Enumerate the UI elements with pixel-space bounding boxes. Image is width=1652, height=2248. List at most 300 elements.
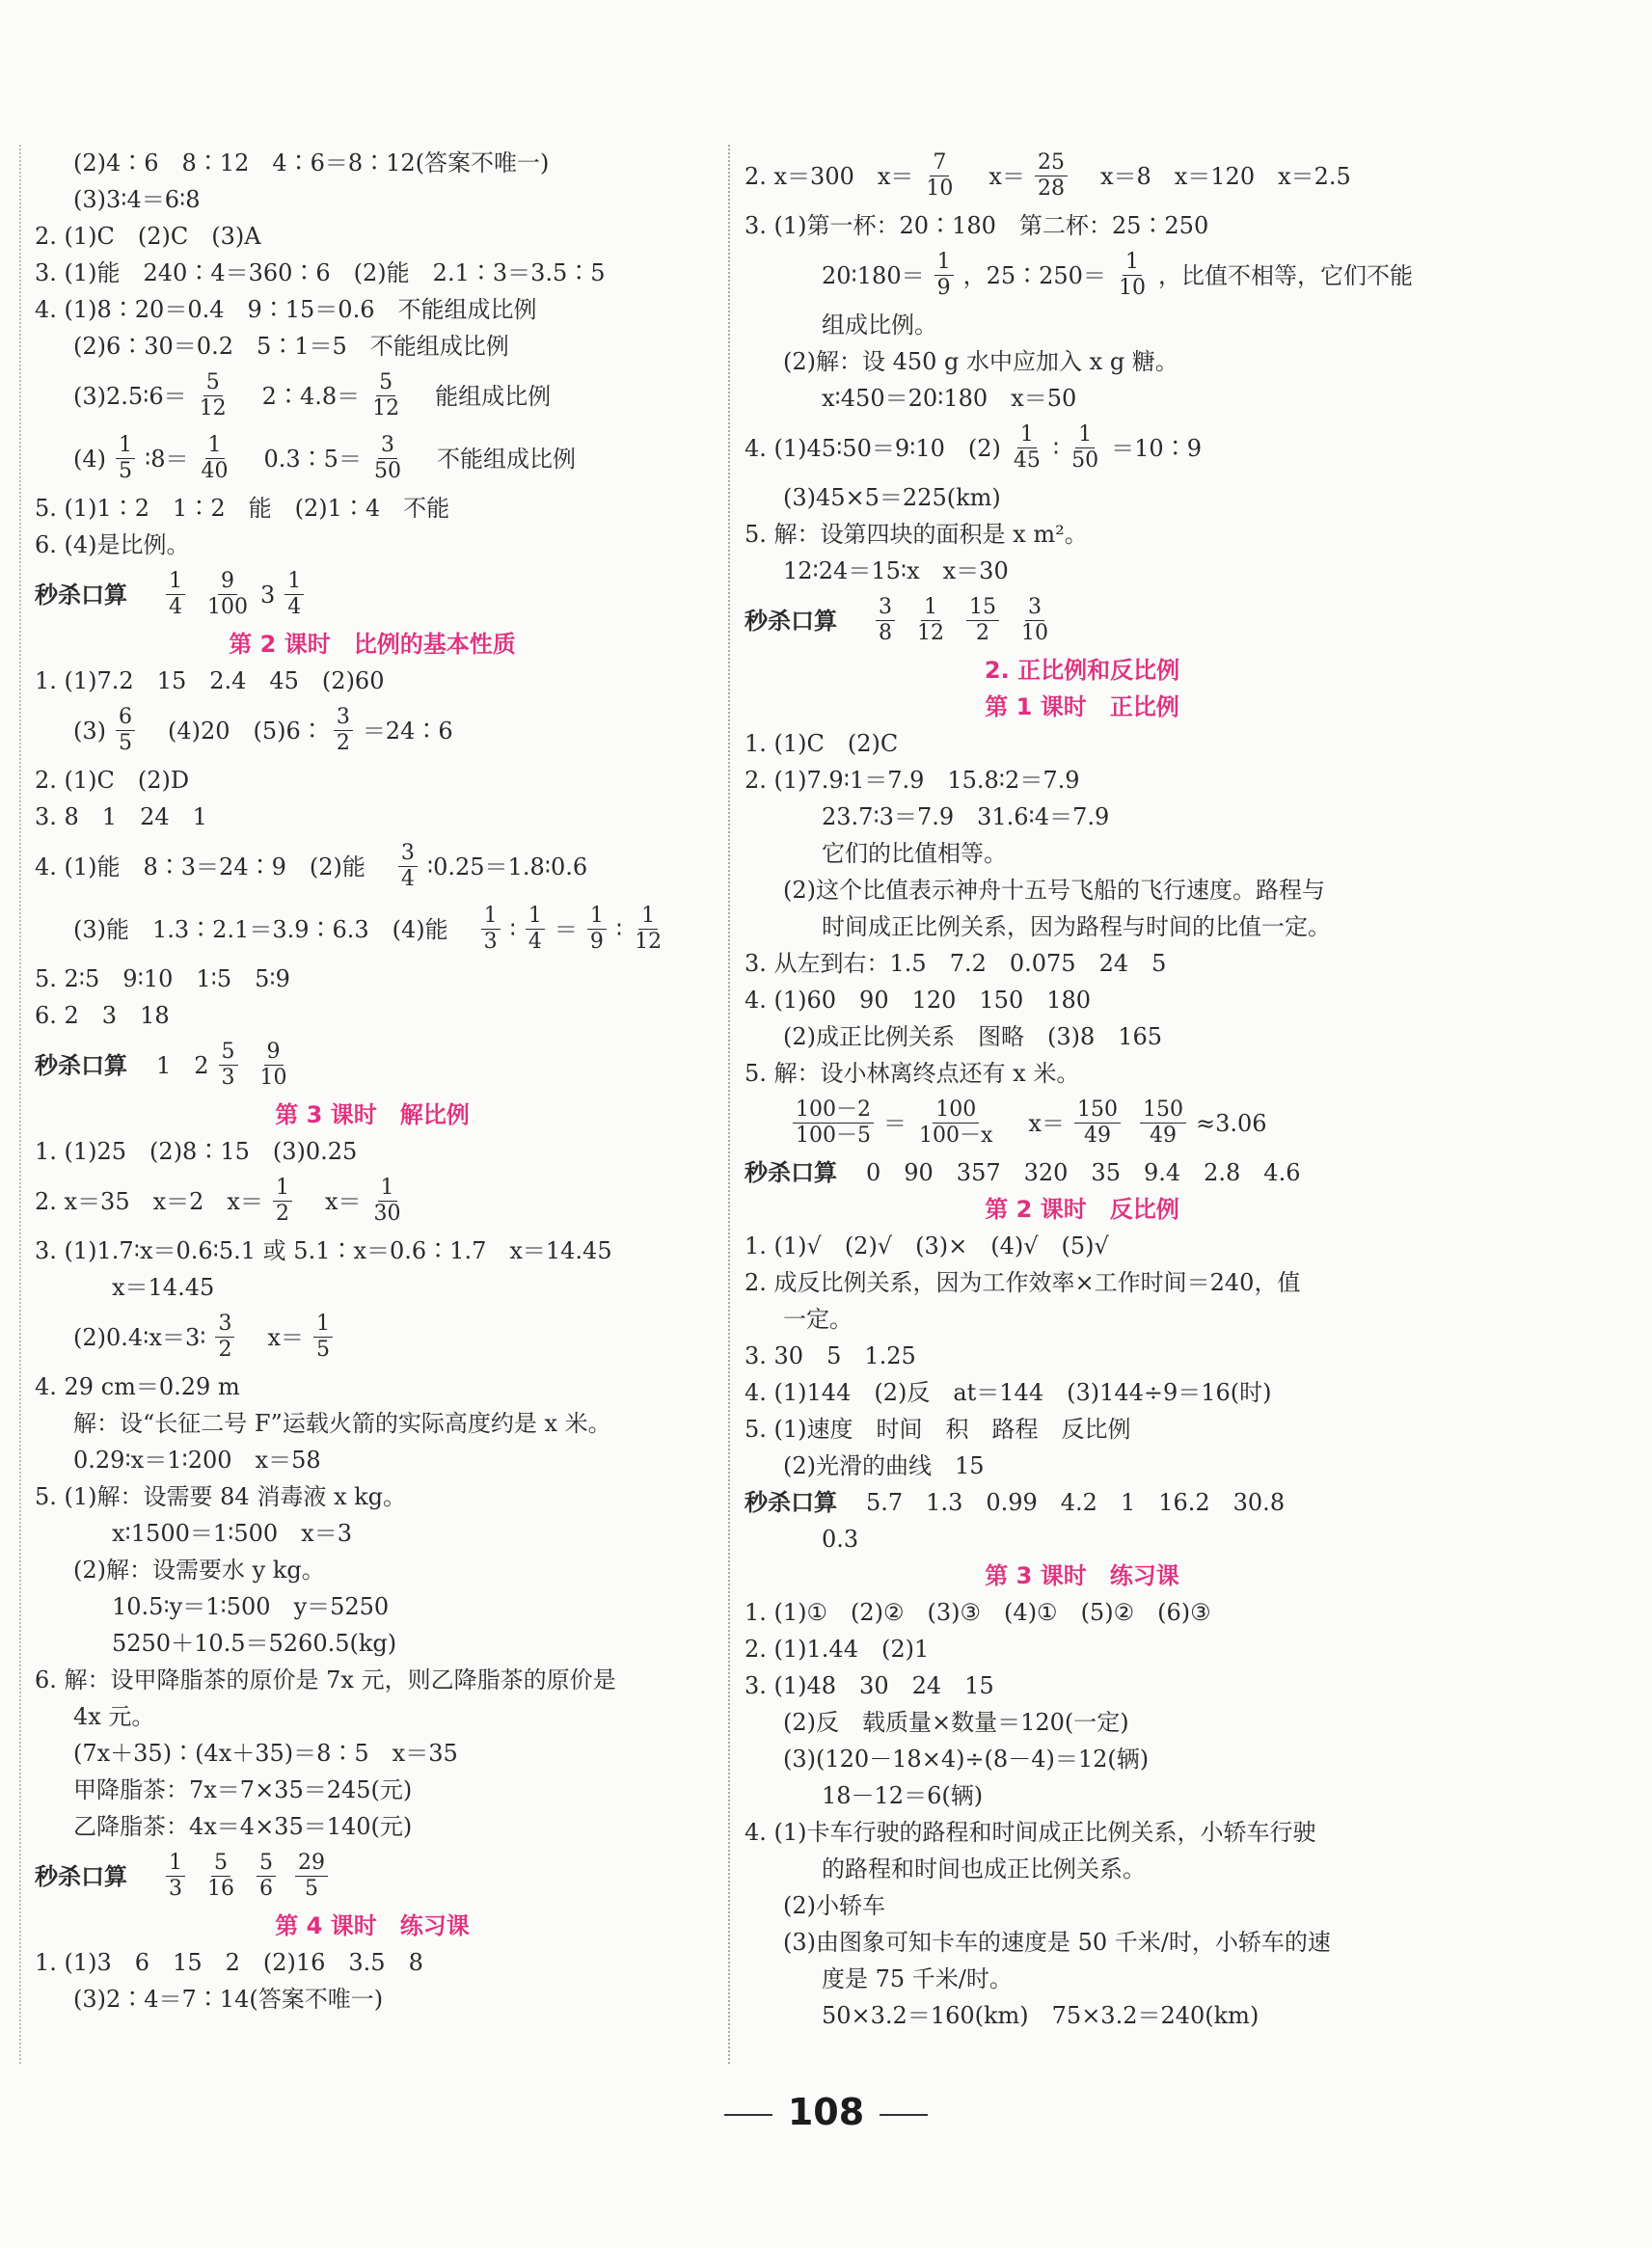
answer-text: 乙降脂茶：4x＝4×35＝140(元) [73, 1813, 413, 1840]
answer-text: ＝ [554, 915, 578, 943]
fraction-denominator: 10 [1021, 621, 1048, 645]
fraction-numerator: 1 [1123, 250, 1142, 276]
answer-line [35, 961, 710, 997]
page-number: 108 [787, 2091, 865, 2133]
fraction-numerator: 150 [1140, 1097, 1186, 1124]
fraction [526, 904, 545, 955]
fraction [371, 1176, 404, 1227]
answer-line [745, 1704, 1420, 1741]
answer-line [745, 1448, 1420, 1484]
fraction [215, 1312, 234, 1363]
answer-text: (2)光滑的曲线 15 [783, 1452, 985, 1479]
answer-text: 3. (1)48 30 24 15 [745, 1672, 994, 1699]
fraction-denominator: 10 [926, 176, 954, 201]
answer-text: 6. 解：设甲降脂茶的原价是 7x 元，则乙降脂茶的原价是 [35, 1666, 616, 1693]
quick-calc-label: 秒杀口算 [35, 1862, 127, 1890]
answer-line [745, 835, 1420, 872]
answer-line [745, 1521, 1420, 1557]
answer-text: (4)20 (5)6∶ [145, 717, 324, 745]
answer-text: 一定。 [783, 1306, 853, 1333]
answer-text: 1 2 [156, 1051, 209, 1079]
answer-text: 甲降脂茶：7x＝7×35＝245(元) [73, 1776, 413, 1803]
answer-line [745, 982, 1420, 1018]
answer-line [35, 1845, 710, 1908]
fraction-denominator: 5 [316, 1338, 331, 1362]
answer-text: (3)由图象可知卡车的速度是 50 千米/时，小轿车的速 [783, 1929, 1331, 1956]
answer-line [745, 207, 1420, 244]
fraction [587, 904, 607, 955]
answer-line [35, 1306, 710, 1368]
answer-text: (3)45×5＝225(km) [783, 484, 1001, 511]
answer-text: 1. (1)7.2 15 2.4 45 (2)60 [35, 667, 385, 694]
answer-line [745, 872, 1420, 908]
fraction [481, 904, 501, 955]
fraction [371, 433, 404, 484]
answer-line [35, 527, 710, 563]
fraction-numerator: 1 [1017, 422, 1037, 448]
answer-text: (2)6∶30＝0.2 5∶1＝5 不能组成比例 [73, 333, 509, 360]
answer-text: 3. (1)第一杯：20∶180 第二杯：25∶250 [745, 212, 1209, 239]
answer-line [745, 945, 1420, 982]
fraction-numerator: 5 [203, 370, 223, 396]
footer-dash-right [880, 2114, 928, 2116]
answer-line [745, 1018, 1420, 1055]
fraction-denominator: 49 [1083, 1124, 1111, 1148]
answer-text: 3. (1)能 240∶4＝360∶6 (2)能 2.1∶3＝3.5∶5 [35, 259, 606, 286]
fraction-denominator: 9 [936, 276, 951, 300]
answer-line [745, 1301, 1420, 1338]
fraction-numerator: 1 [481, 904, 501, 930]
fraction-denominator: 50 [1071, 448, 1099, 473]
answer-text: 1. (1)① (2)② (3)③ (4)① (5)② (6)③ [745, 1599, 1211, 1626]
answer-line [745, 762, 1420, 799]
answer-line [35, 255, 710, 291]
answer-text: ∶0.25＝1.8∶0.6 [426, 853, 588, 880]
answer-line [745, 1631, 1420, 1667]
answer-text: (3)2.5∶6＝ [73, 382, 187, 410]
fraction-denominator: 4 [400, 867, 415, 891]
answer-text: 1. (1)C (2)C [745, 730, 899, 757]
fraction-denominator: 45 [1013, 448, 1041, 473]
fraction [1140, 1097, 1186, 1149]
answer-text: (2)这个比值表示神舟十五号飞船的飞行速度。路程与 [783, 877, 1325, 904]
fraction [1069, 422, 1101, 474]
fraction-numerator: 3 [215, 1312, 234, 1338]
fraction-denominator: 3 [483, 930, 498, 954]
fraction-denominator: 10 [259, 1066, 287, 1090]
answer-text: 4. (1)144 (2)反 at＝144 (3)144÷9＝16(时) [745, 1379, 1272, 1406]
fraction [1116, 250, 1149, 301]
answer-text: 2∶4.8＝ [238, 382, 361, 410]
fraction-numerator: 1 [1075, 422, 1095, 448]
answer-line [745, 1055, 1420, 1092]
answer-text: ＝10∶9 [1111, 434, 1202, 462]
answer-text: 时间成正比例关系，因为路程与时间的比值一定。 [822, 913, 1331, 940]
answer-line [745, 1374, 1420, 1411]
answer-text: ∶ [509, 915, 516, 943]
fraction-denominator: 9 [589, 930, 604, 954]
answer-line [745, 1887, 1420, 1924]
answer-text: 4. (1)45∶50＝9∶10 (2) [745, 434, 1001, 462]
answer-text: ＝24∶6 [362, 717, 453, 745]
left-column [35, 145, 710, 2018]
fraction [1011, 422, 1043, 474]
fraction-numerator: 3 [398, 841, 418, 867]
answer-text: 5. (1)解：设需要 84 消毒液 x kg。 [35, 1483, 407, 1510]
fraction-denominator: 28 [1037, 176, 1065, 201]
answer-text: (3)能 1.3∶2.1＝3.9∶6.3 (4)能 [73, 915, 472, 943]
answer-text: 2. x＝300 x＝ [745, 162, 914, 190]
answer-line [35, 1232, 710, 1269]
answer-line [35, 699, 710, 762]
fraction-denominator: 2 [976, 621, 989, 645]
fraction-denominator: 49 [1149, 1124, 1177, 1148]
quick-calc-label: 秒杀口算 [745, 1489, 837, 1516]
answer-text: (2)反 载质量×数量＝120(一定) [783, 1709, 1129, 1736]
fraction-denominator: 6 [259, 1877, 273, 1901]
answer-text: 能组成比例 [412, 382, 552, 410]
answer-line [745, 1264, 1420, 1301]
answer-line [35, 1368, 710, 1405]
answer-line [35, 1515, 710, 1552]
fraction-numerator: 6 [116, 705, 135, 731]
column-divider [728, 145, 730, 2064]
fraction-numerator: 1 [116, 433, 135, 459]
fraction [1074, 1097, 1121, 1149]
answer-line [745, 1741, 1420, 1777]
answer-line [35, 1662, 710, 1698]
fraction [166, 1851, 185, 1902]
answer-text: 3. 8 1 24 1 [35, 803, 207, 830]
quick-calc-label: 秒杀口算 [745, 607, 837, 635]
answer-line [35, 1808, 710, 1845]
answer-text: (4) [73, 445, 106, 473]
answer-text: ＝ [883, 1109, 907, 1137]
footer-dash-left [724, 2114, 772, 2116]
answer-text: 5. 解：设小林离终点还有 x 米。 [745, 1060, 1080, 1087]
answer-line [35, 291, 710, 328]
fraction-denominator: 100 [207, 595, 248, 619]
answer-line [745, 1924, 1420, 1961]
answer-text: ∶8＝ [145, 445, 189, 473]
answer-text: 2. (1)1.44 (2)1 [745, 1636, 930, 1663]
answer-line [745, 244, 1420, 307]
section-heading: 第 2 课时 反比例 [985, 1196, 1179, 1223]
answer-text: 0.3 [822, 1526, 859, 1553]
answer-line [745, 1338, 1420, 1374]
page-footer [0, 2091, 1652, 2133]
fraction [204, 569, 251, 620]
answer-line [745, 1777, 1420, 1814]
answer-text: (2)小轿车 [783, 1892, 885, 1919]
fraction [916, 1097, 995, 1149]
answer-line [745, 799, 1420, 835]
answer-line [35, 1133, 710, 1170]
answer-text: 不能组成比例 [413, 445, 576, 473]
fraction [197, 370, 230, 421]
answer-text: 4x 元。 [73, 1703, 155, 1730]
answer-text: 2. x＝35 x＝2 x＝ [35, 1187, 263, 1215]
section-heading: 第 4 课时 练习课 [275, 1912, 470, 1939]
answer-text: 5. 2∶5 9∶10 1∶5 5∶9 [35, 965, 290, 992]
answer-line [35, 1625, 710, 1662]
answer-line [745, 145, 1420, 207]
answer-line [35, 1735, 710, 1772]
answer-line [35, 145, 710, 181]
answer-text: 0 90 357 320 35 9.4 2.8 4.6 [866, 1159, 1301, 1186]
right-column [745, 145, 1420, 2034]
fraction [1018, 595, 1051, 646]
fraction-numerator: 1 [587, 904, 607, 930]
answer-text: 5250＋10.5＝5260.5(kg) [112, 1630, 397, 1657]
fraction [199, 433, 231, 484]
answer-text: 20∶180＝ [822, 261, 925, 289]
fraction-numerator: 5 [376, 370, 395, 396]
fraction [166, 569, 185, 620]
answer-line [745, 1997, 1420, 2034]
fraction-numerator: 5 [257, 1851, 276, 1877]
fraction [116, 433, 135, 484]
answer-text: 2. 成反比例关系，因为工作效率×工作时间＝240，值 [745, 1269, 1301, 1296]
answer-line [745, 1594, 1420, 1631]
answer-line [35, 563, 710, 626]
fraction-numerator: 3 [378, 433, 397, 459]
answer-text: (3) [73, 717, 106, 745]
fraction-denominator: 4 [528, 930, 542, 954]
answer-line [745, 307, 1420, 343]
answer-text: x＝ [301, 1187, 362, 1215]
answer-text: 50×3.2＝160(km) 75×3.2＝240(km) [822, 2002, 1259, 2029]
answer-line [35, 1442, 710, 1478]
answer-text: 5. 解：设第四块的面积是 x m²。 [745, 521, 1088, 548]
answer-line [35, 1698, 710, 1735]
answer-line [745, 1961, 1420, 1997]
answer-text: 12∶24＝15∶x x＝30 [783, 557, 1009, 584]
answer-text: ，25∶250＝ [962, 261, 1106, 289]
fraction-denominator: 4 [287, 595, 302, 619]
answer-line [745, 417, 1420, 479]
answer-text: 组成比例。 [822, 311, 937, 339]
fraction-numerator: 5 [211, 1851, 230, 1877]
answer-line [745, 1851, 1420, 1887]
answer-line [35, 1478, 710, 1515]
answer-line [35, 1269, 710, 1306]
answer-text: 4. 29 cm＝0.29 m [35, 1373, 240, 1400]
answer-text: 它们的比值相等。 [822, 840, 1007, 867]
answer-line [35, 997, 710, 1034]
answer-text: (3)(120－18×4)÷(8－4)＝12(辆) [783, 1746, 1150, 1773]
answer-text: 6. 2 3 18 [35, 1002, 170, 1029]
fraction-denominator: 2 [336, 731, 350, 755]
answer-line [745, 1814, 1420, 1851]
fraction [257, 1040, 290, 1091]
fraction-numerator: 9 [264, 1040, 284, 1066]
answer-line [745, 589, 1420, 652]
answer-text: 5. (1)速度 时间 积 路程 反比例 [745, 1416, 1131, 1443]
fraction-numerator: 1 [313, 1312, 333, 1338]
quick-calc-label: 秒杀口算 [35, 581, 127, 609]
answer-text: 2. (1)7.9∶1＝7.9 15.8∶2＝7.9 [745, 767, 1080, 794]
fraction-numerator: 3 [876, 595, 895, 621]
fraction-numerator: 1 [166, 569, 185, 595]
fraction-numerator: 1 [934, 250, 954, 276]
fraction-numerator: 1 [378, 1176, 397, 1202]
answer-text: 1. (1)25 (2)8∶15 (3)0.25 [35, 1138, 358, 1165]
answer-text: 4. (1)能 8∶3＝24∶9 (2)能 [35, 853, 389, 880]
fraction [204, 1851, 237, 1902]
fraction-denominator: 12 [199, 396, 227, 420]
fraction-numerator: 100－2 [793, 1097, 874, 1124]
fraction [219, 1040, 238, 1091]
answer-text: (2)解：设 450 g 水中应加入 x g 糖。 [783, 348, 1178, 375]
answer-text: x＝8 x＝120 x＝2.5 [1076, 162, 1351, 190]
fraction-denominator: 2 [218, 1338, 232, 1362]
answer-text: 6. (4)是比例。 [35, 531, 190, 558]
section-heading: 第 3 课时 解比例 [275, 1101, 470, 1128]
fraction-numerator: 7 [930, 150, 949, 176]
fraction [793, 1097, 874, 1149]
fraction [398, 841, 418, 892]
answer-text: 3. 30 5 1.25 [745, 1342, 916, 1369]
answer-text: (7x＋35)∶(4x＋35)＝8∶5 x＝35 [73, 1740, 458, 1767]
answer-line [745, 1411, 1420, 1448]
answer-line [35, 1405, 710, 1442]
fraction-numerator: 1 [638, 904, 658, 930]
fraction-denominator: 5 [305, 1877, 318, 1901]
answer-line [745, 1667, 1420, 1704]
answer-text: 2. (1)C (2)D [35, 767, 190, 794]
answer-line [745, 553, 1420, 589]
fraction-denominator: 12 [635, 930, 663, 954]
answer-line [35, 328, 710, 365]
answer-line [35, 181, 710, 218]
answer-text: x∶1500＝1∶500 x＝3 [112, 1520, 352, 1547]
answer-text: 5.7 1.3 0.99 4.2 1 16.2 30.8 [866, 1489, 1286, 1516]
fraction-denominator: 10 [1118, 276, 1146, 300]
answer-text: 1. (1)√ (2)√ (3)× (4)√ (5)√ [745, 1232, 1109, 1259]
fraction-denominator: 12 [917, 621, 944, 645]
answer-line [745, 516, 1420, 553]
answer-text: 0.3∶5＝ [240, 445, 362, 473]
fraction-denominator: 3 [169, 1877, 182, 1901]
fraction-numerator: 29 [295, 1851, 328, 1877]
answer-text: 4. (1)60 90 120 150 180 [745, 987, 1092, 1014]
fraction [876, 595, 895, 646]
fraction [257, 1851, 276, 1902]
answer-text: (2)解：设需要水 y kg。 [73, 1557, 325, 1584]
answer-line [35, 762, 710, 799]
fraction-numerator: 1 [166, 1851, 185, 1877]
answer-text: (2)成正比例关系 图略 (3)8 165 [783, 1023, 1163, 1050]
answer-text: 3 [260, 581, 276, 609]
fraction-numerator: 25 [1035, 150, 1068, 176]
answer-text: 的路程和时间也成正比例关系。 [822, 1855, 1146, 1882]
answer-line [745, 343, 1420, 380]
answer-text: 18－12＝6(辆) [822, 1782, 984, 1809]
answer-line [35, 490, 710, 527]
fraction-numerator: 1 [205, 433, 225, 459]
fraction-denominator: 3 [221, 1066, 235, 1090]
answer-line [35, 1772, 710, 1808]
answer-text: ∶ [615, 915, 623, 943]
answer-line [745, 1228, 1420, 1264]
answer-line [35, 1034, 710, 1097]
answer-line [35, 835, 710, 898]
fraction [369, 370, 402, 421]
answer-line [35, 1981, 710, 2018]
fraction-numerator: 5 [219, 1040, 238, 1066]
answer-text: (2)0.4∶x＝3∶ [73, 1323, 206, 1351]
fraction-numerator: 1 [526, 904, 545, 930]
fraction [334, 705, 353, 756]
fraction-denominator: 100－x [919, 1124, 993, 1148]
fraction-numerator: 9 [218, 569, 237, 595]
answer-line [35, 1552, 710, 1588]
answer-line [745, 380, 1420, 417]
answer-line [745, 908, 1420, 945]
answer-text: x＝ [965, 162, 1025, 190]
fraction [295, 1851, 328, 1902]
fraction [116, 705, 135, 756]
answer-text: 5. (1)1∶2 1∶2 能 (2)1∶4 不能 [35, 495, 450, 522]
answer-text: x＝ [1005, 1109, 1065, 1137]
fraction-denominator: 16 [207, 1877, 234, 1901]
answer-line [35, 898, 710, 961]
fraction-numerator: 150 [1074, 1097, 1121, 1124]
answer-text: 3. 从左到右：1.5 7.2 0.075 24 5 [745, 950, 1167, 977]
section-heading: 第 3 课时 练习课 [985, 1562, 1179, 1589]
fraction-numerator: 100 [933, 1097, 979, 1124]
fraction [632, 904, 664, 955]
answer-line [745, 1092, 1420, 1154]
answer-line [35, 218, 710, 255]
answer-text: 4. (1)8∶20＝0.4 9∶15＝0.6 不能组成比例 [35, 296, 537, 323]
answer-text: 4. (1)卡车行驶的路程和时间成正比例关系，小轿车行驶 [745, 1819, 1316, 1846]
answer-text: 度是 75 千米/时。 [822, 1965, 1013, 1992]
fraction-denominator: 2 [275, 1202, 289, 1226]
fraction [273, 1176, 292, 1227]
answer-text: ，比值不相等，它们不能 [1157, 261, 1413, 289]
answer-line [745, 725, 1420, 762]
answer-text: (3)3∶4＝6∶8 [73, 186, 201, 213]
fraction-numerator: 3 [334, 705, 353, 731]
answer-line [35, 365, 710, 427]
fraction-denominator: 30 [373, 1202, 401, 1226]
fraction-numerator: 1 [273, 1176, 292, 1202]
answer-line [745, 479, 1420, 516]
fraction-denominator: 40 [201, 459, 229, 483]
answer-text: 0.29∶x＝1∶200 x＝58 [73, 1447, 321, 1474]
section-heading: 2. 正比例和反比例 [984, 657, 1180, 684]
answer-line [35, 1944, 710, 1981]
answer-text: 解：设“长征二号 F”运载火箭的实际高度约是 x 米。 [73, 1410, 611, 1437]
fraction-denominator: 8 [879, 621, 892, 645]
fraction [914, 595, 947, 646]
answer-text: ≈3.06 [1195, 1109, 1267, 1137]
answer-line [35, 663, 710, 699]
answer-text: 3. (1)1.7∶x＝0.6∶5.1 或 5.1∶x＝0.6∶1.7 x＝14.45 [35, 1237, 612, 1264]
answer-line [35, 427, 710, 490]
answer-line [35, 799, 710, 835]
quick-calc-label: 秒杀口算 [35, 1051, 127, 1079]
fraction [284, 569, 304, 620]
fraction [313, 1312, 333, 1363]
answer-text: x＝ [244, 1323, 305, 1351]
answer-text: x∶450＝20∶180 x＝50 [822, 385, 1077, 412]
answer-text: 10.5∶y＝1∶500 y＝5250 [112, 1593, 390, 1620]
answer-text: x＝14.45 [112, 1274, 215, 1301]
fraction-numerator: 1 [921, 595, 940, 621]
